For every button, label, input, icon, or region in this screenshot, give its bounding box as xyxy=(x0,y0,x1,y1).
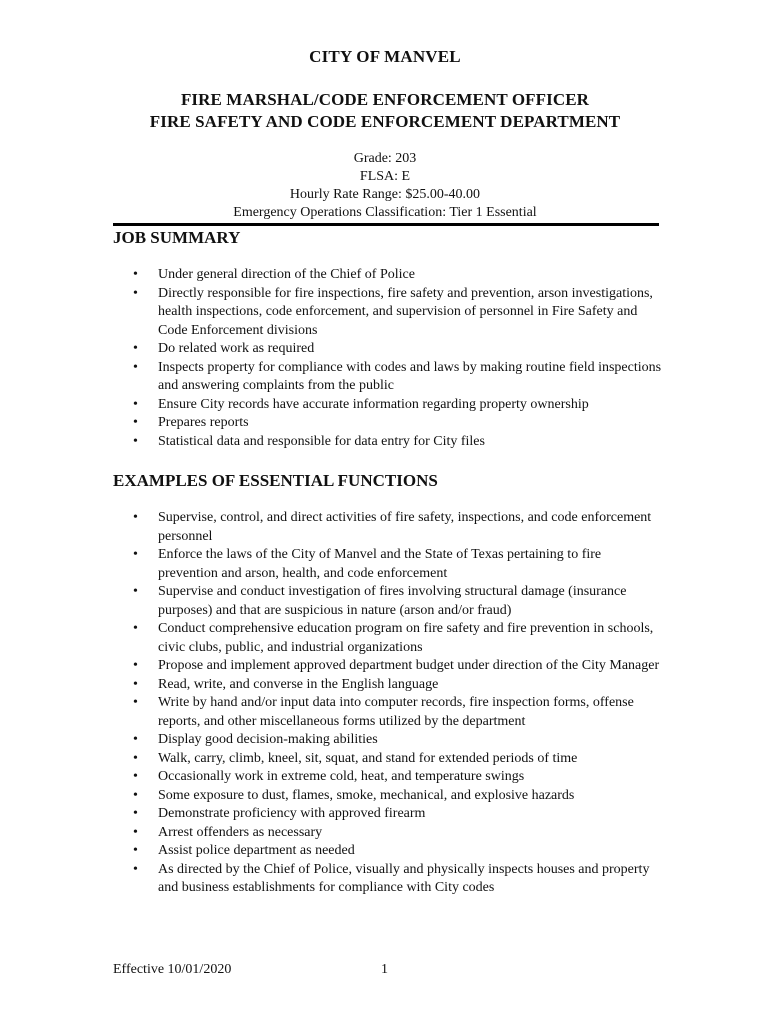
list-item: • Propose and implement approved department budget under direction of the City Manager xyxy=(158,657,663,676)
list-item: • Supervise, control, and direct activities of fire safety, inspections, and code enforcement personnel xyxy=(158,509,663,546)
list-item: • Demonstrate proficiency with approved firearm xyxy=(158,805,663,824)
list-item: • Supervise and conduct investigation of fires involving structural damage (insurance purposes) and that are suspicious in nature (arson and/or fraud) xyxy=(158,583,663,620)
position-title: FIRE MARSHAL/CODE ENFORCEMENT OFFICER xyxy=(180,90,590,109)
list-item: • Assist police department as needed xyxy=(158,842,663,861)
list-item: • Ensure City records have accurate information regarding property ownership xyxy=(158,396,663,415)
flsa: FLSA: E xyxy=(359,169,411,184)
list-item: • Occasionally work in extreme cold, heat, and temperature swings xyxy=(158,768,663,787)
essential-functions-list xyxy=(158,509,663,898)
list-item: • Inspects property for compliance with codes and laws by making routine field inspections and answering complaints from the public xyxy=(158,359,663,396)
hourly-rate: Hourly Rate Range: $25.00-40.00 xyxy=(289,187,481,202)
list-item: • Write by hand and/or input data into computer records, fire inspection forms, offense reports, and other miscellaneous forms utilized by the department xyxy=(158,694,663,731)
header-divider xyxy=(113,223,659,226)
emergency-classification: Emergency Operations Classification: Tier 1 Essential xyxy=(233,205,537,220)
department-title: FIRE SAFETY AND CODE ENFORCEMENT DEPARTMENT xyxy=(149,112,621,131)
list-item: • Prepares reports xyxy=(158,414,663,433)
position-header xyxy=(0,89,770,133)
grade: Grade: 203 xyxy=(353,151,417,166)
job-summary-list xyxy=(158,266,663,451)
list-item: • Do related work as required xyxy=(158,340,663,359)
list-item: • Some exposure to dust, flames, smoke, mechanical, and explosive hazards xyxy=(158,787,663,806)
effective-date: Effective 10/01/2020 xyxy=(113,962,232,977)
list-item: • Enforce the laws of the City of Manvel and the State of Texas pertaining to fire prevention and arson, health, and code enforcement xyxy=(158,546,663,583)
organization-title: CITY OF MANVEL xyxy=(309,47,461,66)
list-item: • Conduct comprehensive education program on fire safety and fire prevention in schools, civic clubs, public, and industrial organizations xyxy=(158,620,663,657)
list-item: • Under general direction of the Chief of Police xyxy=(158,266,663,285)
list-item: • Walk, carry, climb, kneel, sit, squat, and stand for extended periods of time xyxy=(158,750,663,769)
list-item: • Directly responsible for fire inspections, fire safety and prevention, arson investigations, health inspections, code enforcement, and supervision of personnel in Fire Safety and Code Enforcement divisions xyxy=(158,285,663,341)
job-summary-heading: JOB SUMMARY xyxy=(113,228,241,247)
essential-functions-heading: EXAMPLES OF ESSENTIAL FUNCTIONS xyxy=(113,471,438,490)
list-item: • Statistical data and responsible for data entry for City files xyxy=(158,433,663,452)
job-meta xyxy=(0,150,770,222)
list-item: • Read, write, and converse in the English language xyxy=(158,676,663,695)
page-number: 1 xyxy=(381,962,388,977)
list-item: • As directed by the Chief of Police, visually and physically inspects houses and property and business establishments for compliance with City codes xyxy=(158,861,663,898)
list-item: • Display good decision-making abilities xyxy=(158,731,663,750)
list-item: • Arrest offenders as necessary xyxy=(158,824,663,843)
